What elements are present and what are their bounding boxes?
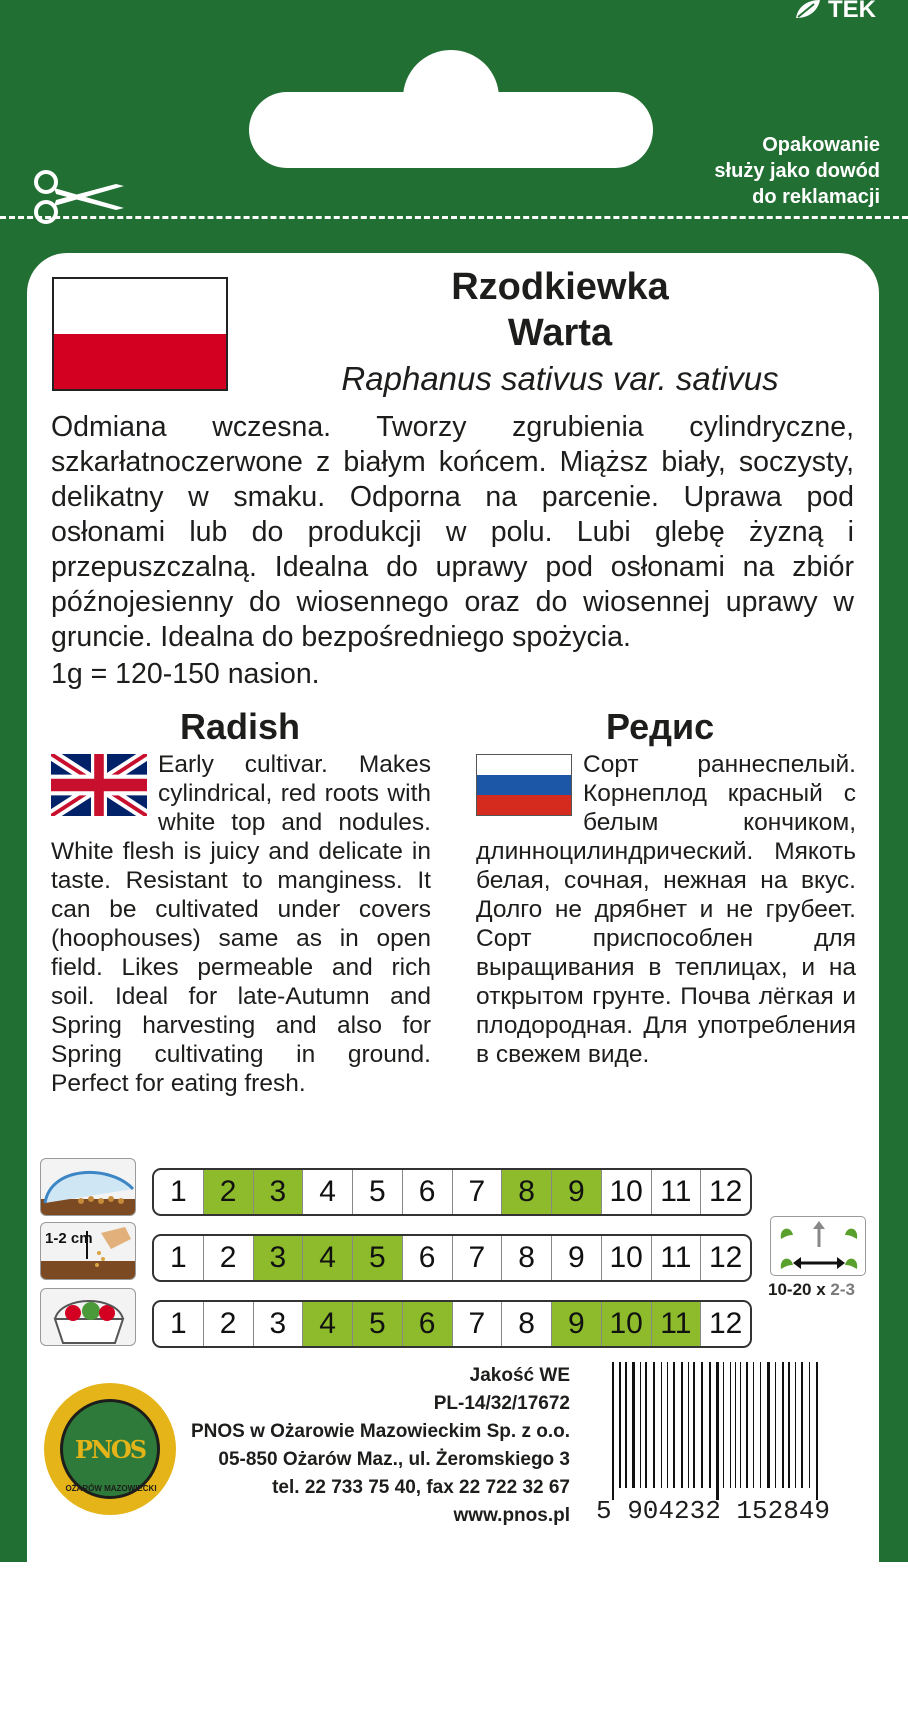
quality-mark: Jakość WE <box>469 1365 570 1386</box>
month-cell: 5 <box>352 1302 402 1346</box>
barcode <box>610 1362 862 1500</box>
spacing-times: x <box>816 1280 826 1299</box>
company-phone: tel. 22 733 75 40, fax 22 722 32 67 <box>272 1477 570 1498</box>
month-cell: 3 <box>253 1236 303 1280</box>
month-cell: 9 <box>551 1170 601 1214</box>
month-cell: 11 <box>651 1302 701 1346</box>
russian-heading: Редис <box>606 706 715 747</box>
month-cell: 8 <box>501 1236 551 1280</box>
month-cell: 2 <box>203 1170 253 1214</box>
english-heading: Radish <box>180 706 301 747</box>
month-cell: 12 <box>700 1302 750 1346</box>
month-cell: 2 <box>203 1236 253 1280</box>
month-cell: 8 <box>501 1302 551 1346</box>
month-cell: 12 <box>700 1236 750 1280</box>
pnos-badge-logo <box>44 1383 176 1515</box>
month-cell: 5 <box>352 1170 402 1214</box>
greenhouse-sowing-icon <box>40 1158 136 1216</box>
month-cell: 10 <box>601 1170 651 1214</box>
month-cell: 11 <box>651 1236 701 1280</box>
scissors-icon <box>32 168 128 226</box>
complaint-line-3: do reklamacji <box>752 186 880 208</box>
harvest-basket-icon <box>40 1288 136 1346</box>
product-name: Rzodkiewka <box>451 266 669 308</box>
english-column <box>51 750 431 1098</box>
cut-line <box>0 216 908 219</box>
month-cell: 9 <box>551 1236 601 1280</box>
month-cell: 9 <box>551 1302 601 1346</box>
badge-ring-text: OŻARÓW MAZOWIECKI <box>65 1484 157 1493</box>
sowing-depth-icon <box>40 1222 136 1280</box>
month-cell: 10 <box>601 1236 651 1280</box>
russian-column <box>476 750 856 1069</box>
company-address: 05-850 Ożarów Maz., ul. Żeromskiego 3 <box>218 1449 570 1470</box>
polish-description: Odmiana wczesna. Tworzy zgrubienia cylindryczne, szkarłatnoczerwone z białym końcem. Miąższ biały, soczysty, delikatny w smaku. Odporna na parcenie. Uprawa pod osłonami lub do produkcji w polu. Lubi glebę żyzną i przepuszczalną. Idealna do uprawy pod osłonami na zbiór późnojesienny do wiosennego oraz do wiosennej uprawy w gruncie. Idealna do bezpośredniego spożycia. <box>51 411 854 653</box>
month-cell: 12 <box>700 1170 750 1214</box>
plant-spacing-icon <box>770 1216 866 1276</box>
barcode-number: 5 904232 152849 <box>596 1496 831 1526</box>
month-cell: 3 <box>253 1302 303 1346</box>
company-name: PNOS w Ożarowie Mazowieckim Sp. z o.o. <box>190 1421 570 1442</box>
month-cell: 1 <box>170 1241 187 1274</box>
month-cell: 11 <box>651 1170 701 1214</box>
month-cell: 1 <box>170 1175 187 1208</box>
sowing-depth-label: 1-2 cm <box>45 1230 93 1247</box>
month-cell: 2 <box>203 1302 253 1346</box>
month-cell: 4 <box>302 1170 352 1214</box>
latin-name: Raphanus sativus var. sativus <box>341 360 779 397</box>
calendar-row-sowing-field <box>152 1234 752 1282</box>
month-cell: 10 <box>601 1302 651 1346</box>
month-cell: 4 <box>302 1236 352 1280</box>
leaf-logo-icon <box>792 0 822 20</box>
month-cell: 7 <box>452 1302 502 1346</box>
badge-monogram: PNOS <box>74 1434 146 1464</box>
complaint-line-2: służy jako dowód <box>714 160 880 182</box>
calendar-row-harvest <box>152 1300 752 1348</box>
plant-spacing: 2-3 <box>830 1280 855 1299</box>
month-cell: 6 <box>402 1170 452 1214</box>
month-cell: 7 <box>452 1236 502 1280</box>
month-cell: 3 <box>253 1170 303 1214</box>
company-info <box>191 1362 570 1530</box>
complaint-note <box>714 132 880 210</box>
month-cell: 6 <box>402 1236 452 1280</box>
calendar-row-sowing-greenhouse <box>152 1168 752 1216</box>
month-cell: 8 <box>501 1170 551 1214</box>
month-cell: 6 <box>402 1302 452 1346</box>
packet-bottom-margin <box>0 1562 908 1722</box>
month-cell: 5 <box>352 1236 402 1280</box>
month-cell: 4 <box>302 1302 352 1346</box>
brand-name: TEK <box>828 0 876 23</box>
english-description: Early cultivar. Makes cylindrical, red roots with white top and nodules. White flesh is juicy and delicate in taste. Resistant to manginess. It can be cultivated under covers (hoophouses) same as in open field. Likes permeable and rich soil. Ideal for late-Autumn and Spring harvesting and also for Spring cultivating in ground. Perfect for eating fresh. <box>51 751 431 1097</box>
hang-hole <box>249 92 653 168</box>
complaint-line-1: Opakowanie <box>762 134 880 156</box>
registration-code: PL-14/32/17672 <box>433 1393 570 1414</box>
month-cell: 1 <box>170 1307 187 1340</box>
seeds-per-gram: 1g = 120-150 nasion. <box>51 658 320 690</box>
row-spacing: 10-20 <box>768 1280 812 1299</box>
poland-flag <box>52 277 228 391</box>
month-cell: 7 <box>452 1170 502 1214</box>
russian-description: Сорт раннеспелый. Корнеплод красный с белым кончиком, длинноцилиндрический. Мякоть белая, сочная, нежная на вкус. Долго не дрябнет и не грубеет. Сорт приспособлен для выращивания в теплицах, и на открытом грунте. Почва лёгкая и плодородная. Для употребления в свежем виде. <box>476 751 856 1068</box>
variety-name: Warta <box>507 312 613 354</box>
company-website: www.pnos.pl <box>453 1505 570 1526</box>
plant-spacing-label <box>768 1280 855 1300</box>
